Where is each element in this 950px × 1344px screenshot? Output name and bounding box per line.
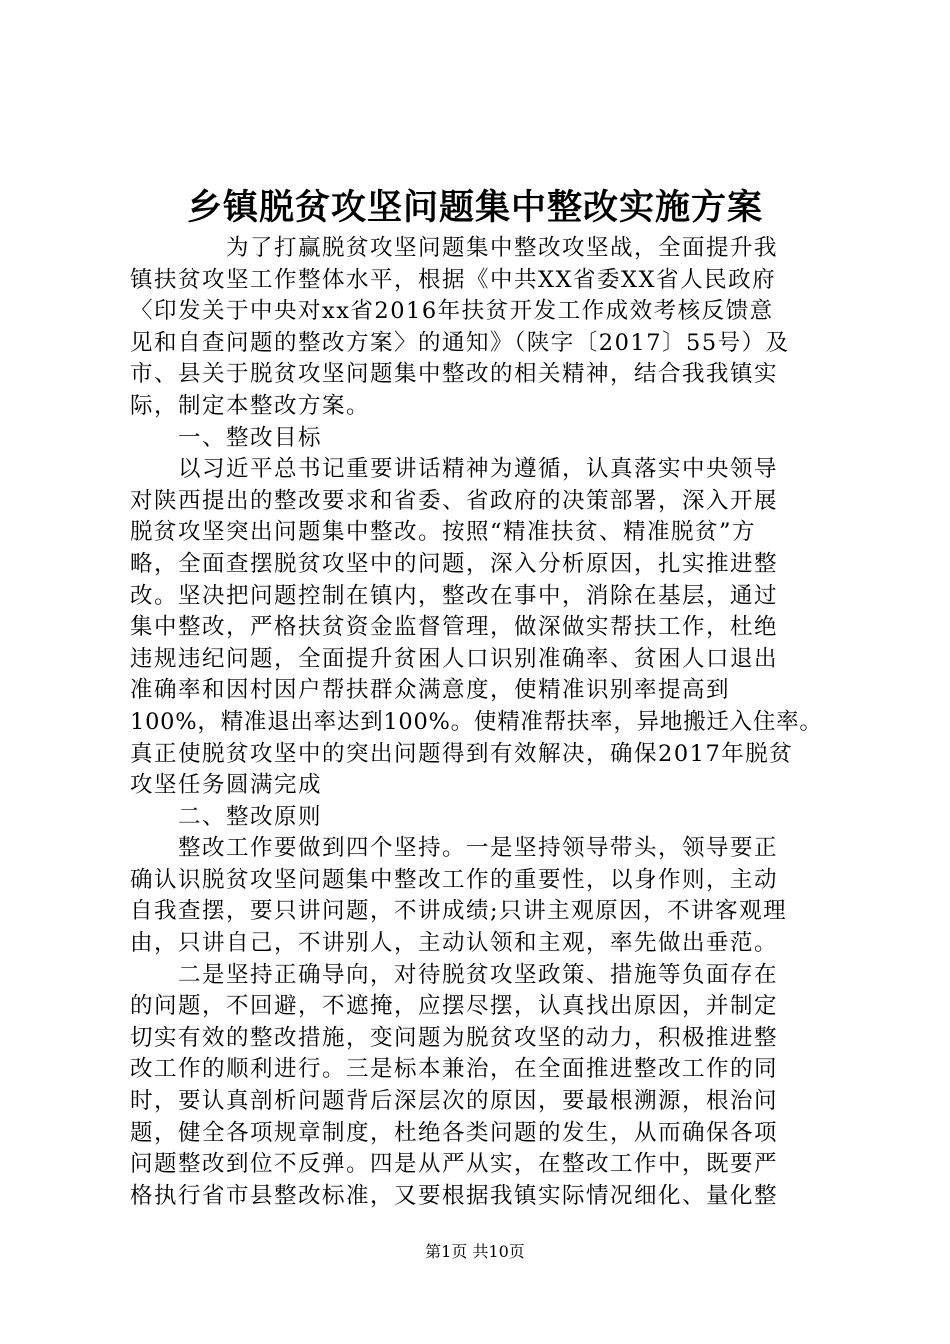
body-line: 100%，精准退出率达到100%。使精准帮扶率，异地搬迁入住率。 [130,708,823,735]
body-line: 市、县关于脱贫攻坚问题集中整改的相关精神，结合我我镇实 [130,361,779,388]
body-line: 镇扶贫攻坚工作整体水平，根据《中共XX省委XX省人民政府 [130,266,777,293]
body-line: 脱贫攻坚突出问题集中整改。按照“精准扶贫、精准脱贫”方 [130,519,757,546]
body-line: 攻坚任务圆满完成 [130,772,323,799]
body-line: 改工作的顺利进行。三是标本兼治，在全面推进整改工作的同 [130,1056,779,1083]
body-line: 改。坚决把问题控制在镇内，整改在事中，消除在基层，通过 [130,582,779,609]
body-line: 二、整改原则 [130,803,323,830]
body-line: 整改工作要做到四个坚持。一是坚持领导带头，领导要正 [130,835,779,862]
body-line: 问题整改到位不反弹。四是从严从实，在整改工作中，既要严 [130,1151,779,1178]
body-line: 确认识脱贫攻坚问题集中整改工作的重要性，以身作则，主动 [130,866,779,893]
body-line: 以习近平总书记重要讲话精神为遵循，认真落实中央领导 [130,456,779,483]
body-line: 一、整改目标 [130,424,323,451]
document-body [130,233,828,1212]
body-line: 〈印发关于中央对xx省2016年扶贫开发工作成效考核反馈意 [130,298,774,325]
body-line: 略，全面查摆脱贫攻坚中的问题，深入分析原因，扎实推进整 [130,550,779,577]
body-line: 准确率和因村因户帮扶群众满意度，使精准识别率提高到 [130,677,731,704]
body-line: 切实有效的整改措施，变问题为脱贫攻坚的动力，积极推进整 [130,1024,779,1051]
body-line: 的问题，不回避，不遮掩，应摆尽摆，认真找出原因，并制定 [130,993,779,1020]
body-line: 时，要认真剖析问题背后深层次的原因，要最根溯源，根治问 [130,1088,779,1115]
page-footer: 第1页 共10页 [425,1242,525,1261]
body-line: 见和自查问题的整改方案〉的通知》（陕字〔2017〕55号）及 [130,329,790,356]
body-line: 际，制定本整改方案。 [130,392,371,419]
body-line: 自我查摆，要只讲问题，不讲成绩;只讲主观原因，不讲客观理 [130,898,788,925]
body-line: 由，只讲自己，不讲别人，主动认领和主观，率先做出垂范。 [130,930,779,957]
body-line: 为了打赢脱贫攻坚问题集中整改攻坚战，全面提升我 [130,235,779,261]
body-line: 二是坚持正确导向，对待脱贫攻坚政策、措施等负面存在 [130,961,779,988]
body-line: 集中整改，严格扶贫资金监督管理，做深做实帮扶工作，杜绝 [130,614,779,641]
document-title: 乡镇脱贫攻坚问题集中整改实施方案 [186,187,763,228]
body-line: 对陕西提出的整改要求和省委、省政府的决策部署，深入开展 [130,487,779,514]
body-line: 真正使脱贫攻坚中的突出问题得到有效解决，确保2017年脱贫 [130,740,794,767]
body-line: 格执行省市县整改标准，又要根据我镇实际情况细化、量化整 [130,1182,779,1209]
body-line: 违规违纪问题，全面提升贫困人口识别准确率、贫困人口退出 [130,645,779,672]
body-line: 题，健全各项规章制度，杜绝各类问题的发生，从而确保各项 [130,1119,779,1146]
